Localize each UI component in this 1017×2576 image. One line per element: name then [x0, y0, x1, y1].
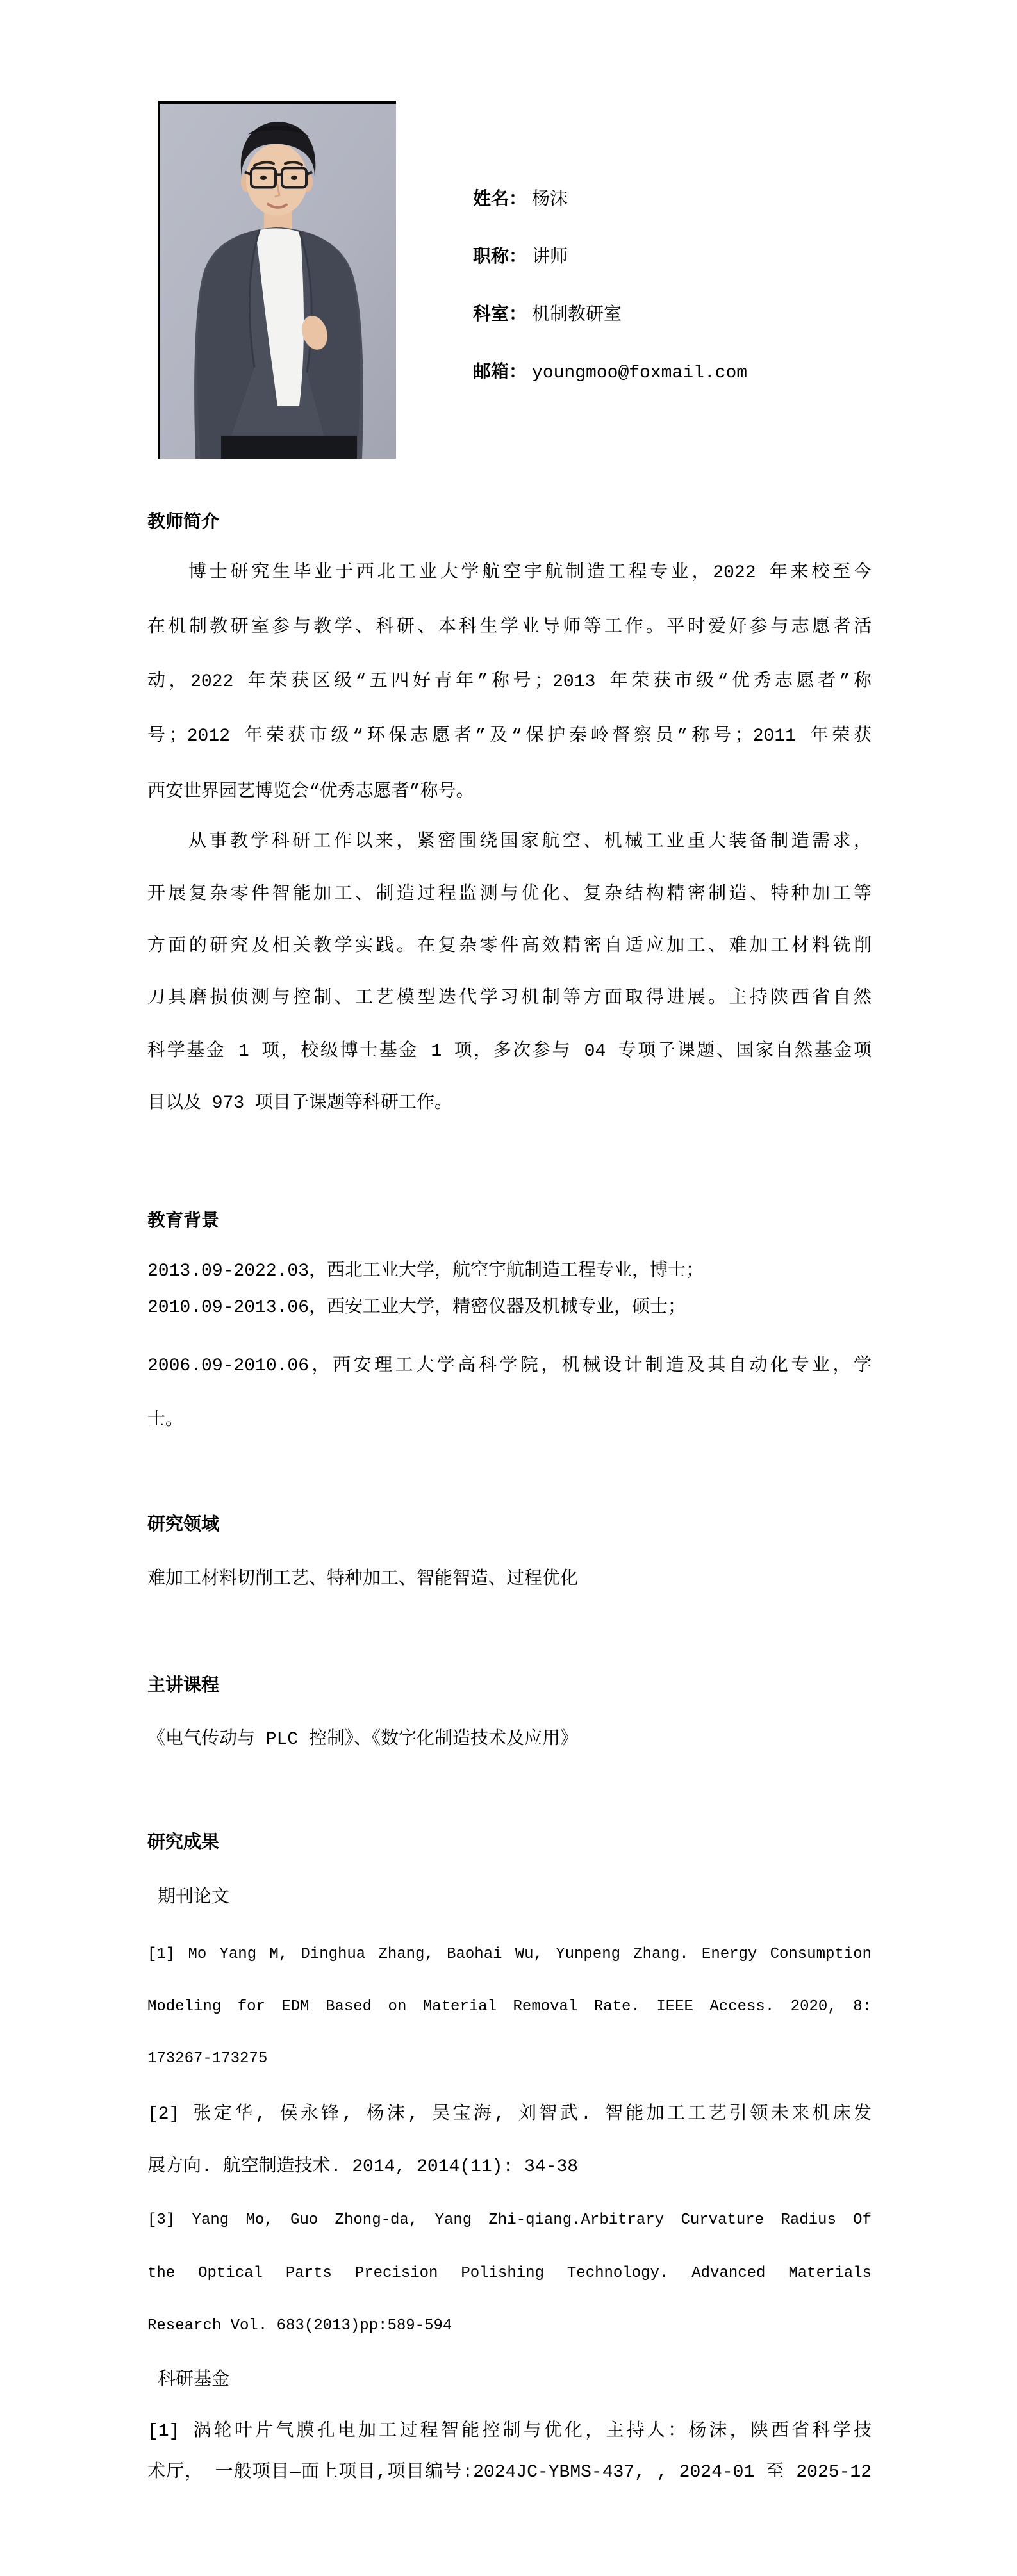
- section-title-courses: 主讲课程: [147, 1677, 220, 1696]
- field-department-value: 机制教研室: [532, 306, 622, 325]
- paper-2-line: [2] 张定华, 侯永锋, 杨沫, 吴宝海, 刘智武. 智能加工工艺引领未来机床发: [147, 2104, 872, 2124]
- section-title-achievements: 研究成果: [147, 1834, 220, 1853]
- education-item: 2006.09-2010.06，西安理工大学高科学院，机械设计制造及其自动化专业，学: [147, 1356, 872, 1376]
- field-name: [473, 190, 568, 211]
- field-title-label: 职称：: [473, 248, 527, 268]
- section-title-intro: 教师简介: [147, 513, 220, 533]
- field-email-value: youngmoo@foxmail.com: [532, 363, 748, 383]
- field-name-label: 姓名：: [473, 190, 527, 210]
- field-department: [473, 305, 622, 327]
- field-name-value: 杨沫: [532, 190, 568, 210]
- paper-1-line: [1] Mo Yang M, Dinghua Zhang, Baohai Wu, Yunpeng Zhang. Energy Consumption: [147, 1946, 872, 1963]
- field-department-label: 科室：: [473, 306, 527, 325]
- intro-paragraph2-line: 开展复杂零件智能加工、制造过程监测与优化、复杂结构精密制造、特种加工等: [147, 885, 872, 905]
- intro-paragraph1-line: 动，2022 年荣获区级“五四好青年”称号；2013 年荣获市级“优秀志愿者”称: [147, 672, 872, 692]
- education-item: 2013.09-2022.03，西北工业大学，航空宇航制造工程专业，博士；: [147, 1261, 704, 1281]
- courses-line: 《电气传动与 PLC 控制》、《数字化制造技术及应用》: [147, 1730, 579, 1750]
- portrait-photo-illustration: [160, 104, 396, 459]
- section-title-research: 研究领域: [147, 1516, 220, 1536]
- paper-1-line: Modeling for EDM Based on Material Removal Rate. IEEE Access. 2020, 8:: [147, 1998, 872, 2015]
- subsection-title-journal-papers: 期刊论文: [158, 1888, 230, 1908]
- section-title-education: 教育背景: [147, 1212, 220, 1232]
- research-areas-line: 难加工材料切削工艺、特种加工、智能智造、过程优化: [147, 1570, 579, 1589]
- paper-1-line: 173267-173275: [147, 2050, 268, 2067]
- fund-1-line: 术厅， 一般项目—面上项目,项目编号:2024JC-YBMS-437, , 2024-01 至 2025-12: [147, 2463, 872, 2482]
- education-item: 2010.09-2013.06，西安工业大学，精密仪器及机械专业，硕士；: [147, 1298, 686, 1318]
- intro-paragraph2-line: 刀具磨损侦测与控制、工艺模型迭代学习机制等方面取得进展。主持陕西省自然: [147, 989, 872, 1008]
- field-title: [473, 247, 568, 269]
- intro-paragraph1-line: 号；2012 年荣获市级“环保志愿者”及“保护秦岭督察员”称号；2011 年荣获: [147, 726, 872, 746]
- intro-paragraph1-line: 西安世界园艺博览会“优秀志愿者”称号。: [147, 782, 474, 802]
- portrait-photo: [158, 101, 396, 459]
- intro-paragraph2-line: 方面的研究及相关教学实践。在复杂零件高效精密自适应加工、难加工材料铣削: [147, 937, 872, 956]
- field-email: [473, 363, 747, 384]
- intro-paragraph1-line: 博士研究生毕业于西北工业大学航空宇航制造工程专业，2022 年来校至今: [188, 563, 872, 583]
- intro-paragraph2-line: 科学基金 1 项，校级博士基金 1 项，多次参与 04 专项子课题、国家自然基金项: [147, 1042, 872, 1062]
- fund-1-line: [1] 涡轮叶片气膜孔电加工过程智能控制与优化，主持人：杨沫，陕西省科学技: [147, 2422, 872, 2441]
- paper-3-line: [3] Yang Mo, Guo Zhong-da, Yang Zhi-qiang.Arbitrary Curvature Radius Of: [147, 2211, 872, 2229]
- paper-2-line: 展方向. 航空制造技术. 2014, 2014(11): 34-38: [147, 2157, 579, 2177]
- intro-paragraph2-line: 从事教学科研工作以来，紧密围绕国家航空、机械工业重大装备制造需求，: [188, 832, 872, 852]
- intro-paragraph2-line: 目以及 973 项目子课题等科研工作。: [147, 1094, 453, 1113]
- field-title-value: 讲师: [532, 248, 568, 268]
- subsection-title-research-funds: 科研基金: [158, 2370, 230, 2390]
- education-item: 士。: [147, 1411, 184, 1431]
- intro-paragraph1-line: 在机制教研室参与教学、科研、本科生学业导师等工作。平时爱好参与志愿者活: [147, 618, 872, 637]
- paper-3-line: the Optical Parts Precision Polishing Technology. Advanced Materials: [147, 2265, 872, 2282]
- paper-3-line: Research Vol. 683(2013)pp:589-594: [147, 2317, 452, 2334]
- field-email-label: 邮箱：: [473, 363, 527, 383]
